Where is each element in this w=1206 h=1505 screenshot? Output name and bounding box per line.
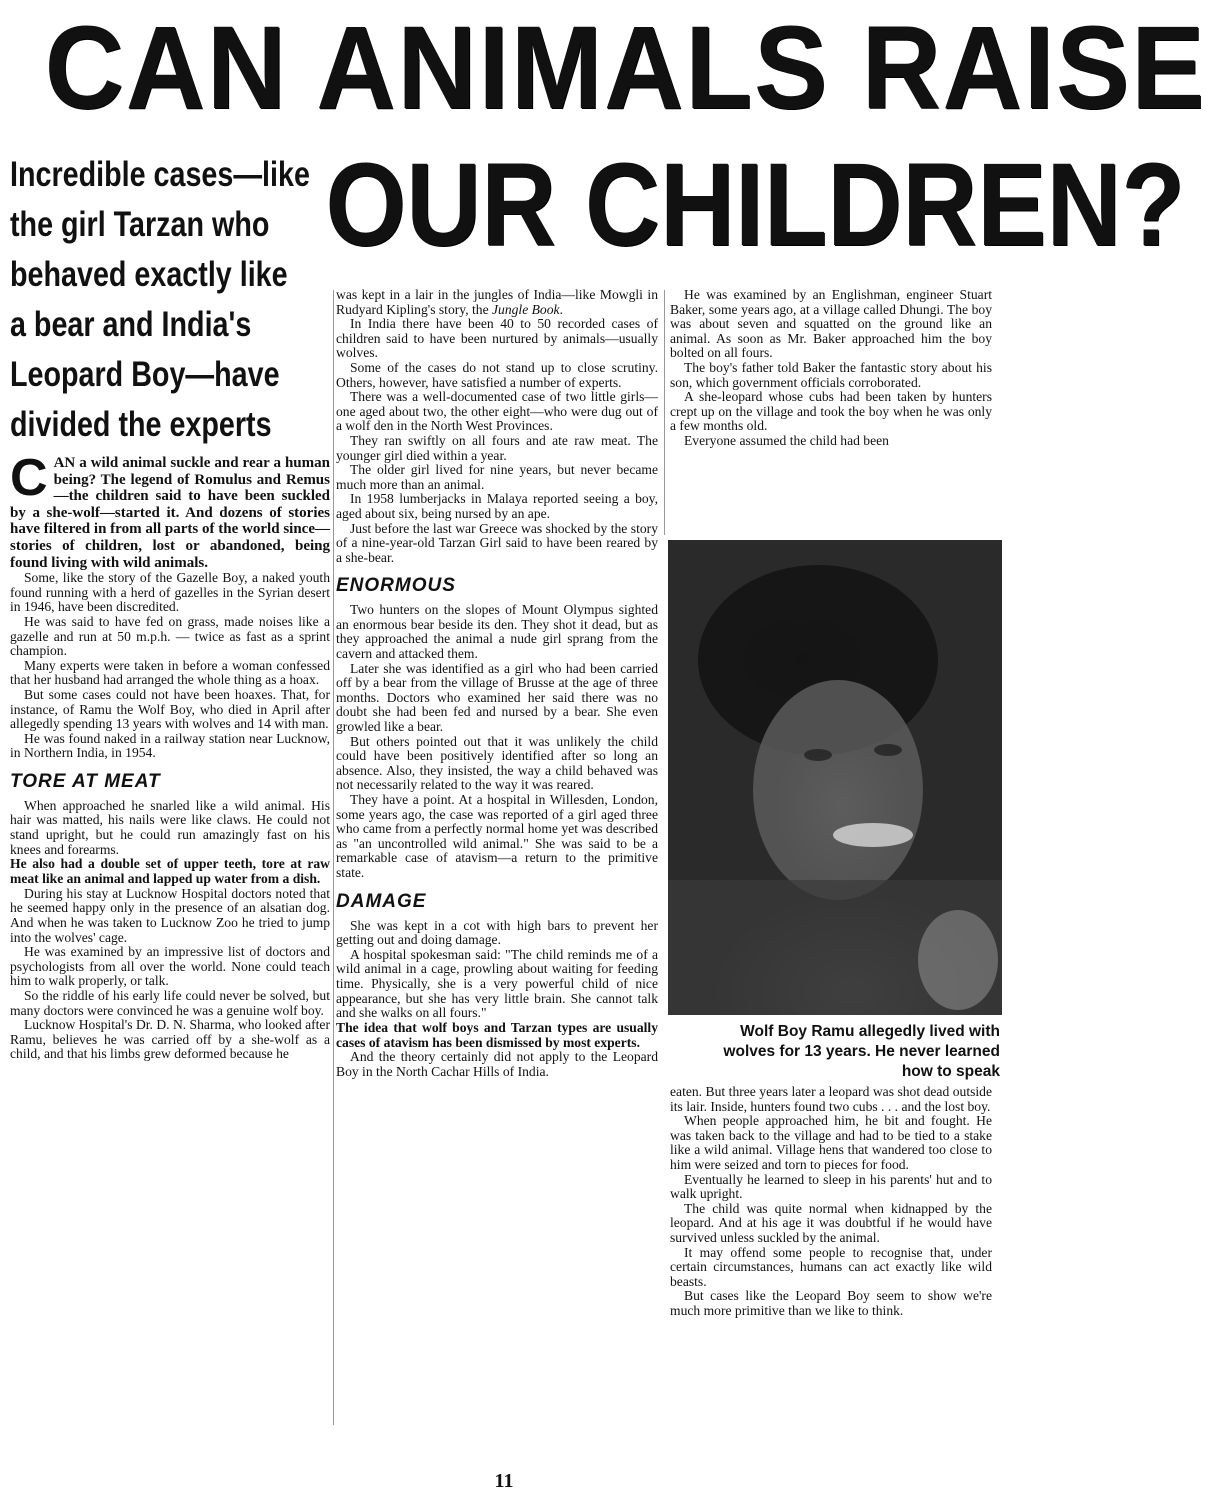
paragraph: During his stay at Lucknow Hospital doctors noted that he seemed happy only in the presence of an alsatian dog. And when he was taken to Lucknow Zoo he tried to jump into the wolves' cage. [10,885,330,945]
paragraph: He was examined by an Englishman, engineer Stuart Baker, some years ago, at a village called Dhungi. The boy was about seven and squatted on the ground like an animal. As soon as Mr. Baker approached him the boy bolted on all fours. [670,287,992,361]
paragraph: It may offend some people to recognise that, under certain circumstances, humans can act exactly like wild beasts. [670,1244,992,1289]
paragraph: In India there have been 40 to 50 recorded cases of children said to have been nurtured by animals—usually wolves. [336,316,658,361]
column-divider [664,290,665,535]
paragraph: Some of the cases do not stand up to close scrutiny. Others, however, have satisfied a number of experts. [336,359,658,390]
standfirst-line: a bear and India's [10,305,252,344]
article-column-3-top [670,288,992,449]
standfirst-line: Incredible cases—like [10,155,310,194]
paragraph: And the theory certainly did not apply to the Leopard Boy in the North Cachar Hills of India. [336,1049,658,1079]
paragraph [336,288,658,317]
standfirst-line: divided the experts [10,405,272,444]
article-column-3-bottom [670,1085,992,1319]
pull-quote: The idea that wolf boys and Tarzan types are usually cases of atavism has been dismissed by most experts. [336,1019,658,1050]
paragraph: Later she was identified as a girl who had been carried off by a bear from the village of Brusse at the age of three months. Doctors who examined her said there was no doubt she had been fed and nursed by a bear. She even growled like a bear. [336,660,658,735]
paragraph: There was a well-documented case of two little girls—one aged about two, the other eight—who were dug out of a wolf den in the North West Provinces. [336,389,658,434]
paragraph: When approached he snarled like a wild animal. His hair was matted, his nails were like claws. He could not stand upright, but he could run amazingly fast on his knees and forearms. [10,797,330,857]
column-divider [333,290,334,1425]
paragraph: But some cases could not have been hoaxes. That, for instance, of Ramu the Wolf Boy, who died in April after allegedly spending 13 years with wolves and 14 with man. [10,686,330,732]
paragraph: He was found naked in a railway station near Lucknow, in Northern India, in 1954. [10,730,330,761]
paragraph: In 1958 lumberjacks in Malaya reported seeing a boy, aged about six, being nursed by an ape. [336,491,658,521]
standfirst-line: behaved exactly like [10,255,288,294]
headline-line-2: OUR CHILDREN? [325,139,1185,271]
paragraph: They ran swiftly on all fours and ate raw meat. The younger girl died within a year. [336,432,658,463]
subheading: TORE AT MEAT [10,770,161,792]
paragraph: A she-leopard whose cubs had been taken by hunters crept up on the village and took the boy when he was only a few months old. [670,389,992,434]
paragraph: Eventually he learned to sleep in his parents' hut and to walk upright. [670,1171,992,1202]
article-column-2 [336,288,658,1080]
paragraph-text: . [559,301,563,317]
lead-paragraph [10,449,330,571]
lead-text: AN a wild animal suckle and rear a human being? The legend of Romulus and Remus—the children said to have been suckled by a she-wolf—started it. And dozens of stories have filtered in from all parts of the world since—stories of children, lost or abandoned, being found living with wild animals. [10,455,330,571]
photo-caption: Wolf Boy Ramu allegedly lived with wolves for 13 years. He never learned how to speak [723,1023,1000,1080]
paragraph: Some, like the story of the Gazelle Boy, a naked youth found running with a herd of gazelles in the Syrian desert in 1946, have been discredited. [10,570,330,615]
drop-cap: C [10,449,48,507]
paragraph: But cases like the Leopard Boy seem to show we're much more primitive than we like to think. [670,1288,992,1318]
paragraph: Many experts were taken in before a woman confessed that her husband had arranged the whole thing as a hoax. [10,657,330,688]
paragraph: A hospital spokesman said: "The child reminds me of a wild animal in a cage, prowling about waiting for feeding time. Physically, she is a very powerful child of nice appearance, but she has very little brain. She cannot talk and she walks on all fours." [336,946,658,1021]
paragraph: They have a point. At a hospital in Willesden, London, some years ago, the case was reported of a girl aged three who came from a perfectly normal home yet was described as "an uncontrolled wild animal." She was said to be a remarkable case of atavism—a return to the primitive state. [336,792,658,880]
headline-line-1: CAN ANIMALS RAISE [44,2,1206,134]
paragraph: Just before the last war Greece was shocked by the story of a nine-year-old Tarzan Girl said to have been reared by a she-bear. [336,520,658,565]
paragraph: But others pointed out that it was unlikely the child could have been positively identified after so long an absence. Also, they insisted, the way a child behaved was not necessarily related to the way it was reared. [336,733,658,793]
paragraph: eaten. But three years later a leopard was shot dead outside its lair. Inside, hunters found two cubs . . . and the lost boy. [670,1084,992,1114]
paragraph: When people approached him, he bit and fought. He was taken back to the village and had to be tied to a stake like a wild animal. Village hens that wandered too close to him were seized and torn to pieces for food. [670,1113,992,1172]
paragraph: He was examined by an impressive list of doctors and psychologists from all over the world. None could teach him to walk properly, or talk. [10,944,330,989]
paragraph: The older girl lived for nine years, but never became much more than an animal. [336,462,658,492]
standfirst-line: Leopard Boy—have [10,355,280,394]
paragraph: Two hunters on the slopes of Mount Olympus sighted an enormous bear beside its den. They shot it dead, but as they approached the animal a nude girl sprang from the cavern and attacked them. [336,602,658,662]
book-title: Jungle Book [492,301,560,317]
pull-quote: He also had a double set of upper teeth, tore at raw meat like an animal and lapped up water from a dish. [10,856,330,887]
photo-wolf-boy [668,540,1002,1015]
paragraph: The child was quite normal when kidnapped by the leopard. And at his age it was doubtful if he would have survived unless suckled by the animal. [670,1200,992,1245]
paragraph: The boy's father told Baker the fantastic story about his son, which government officials corroborated. [670,359,992,390]
page-number: 11 [494,1470,514,1492]
article-column-1 [10,449,330,1062]
paragraph: She was kept in a cot with high bars to prevent her getting out and doing damage. [336,917,658,948]
subheading: ENORMOUS [336,575,456,597]
paragraph: Everyone assumed the child had been [684,432,889,448]
paragraph-text: was kept in a lair in the jungles of India—like Mowgli in Rudyard Kipling's story, the [336,287,658,317]
paragraph: So the riddle of his early life could never be solved, but many doctors were convinced he was a genuine wolf boy. [10,988,330,1018]
standfirst [10,150,310,450]
subheading: DAMAGE [336,890,427,912]
photo-illustration [668,540,1002,1015]
paragraph: Lucknow Hospital's Dr. D. N. Sharma, who looked after Ramu, believes he was carried off by a she-wolf as a child, and that his limbs grew deformed because he [10,1017,330,1062]
paragraph: He was said to have fed on grass, made noises like a gazelle and run at 50 m.p.h. — twice as fast as a sprint champion. [10,613,330,659]
standfirst-line: the girl Tarzan who [10,205,270,244]
